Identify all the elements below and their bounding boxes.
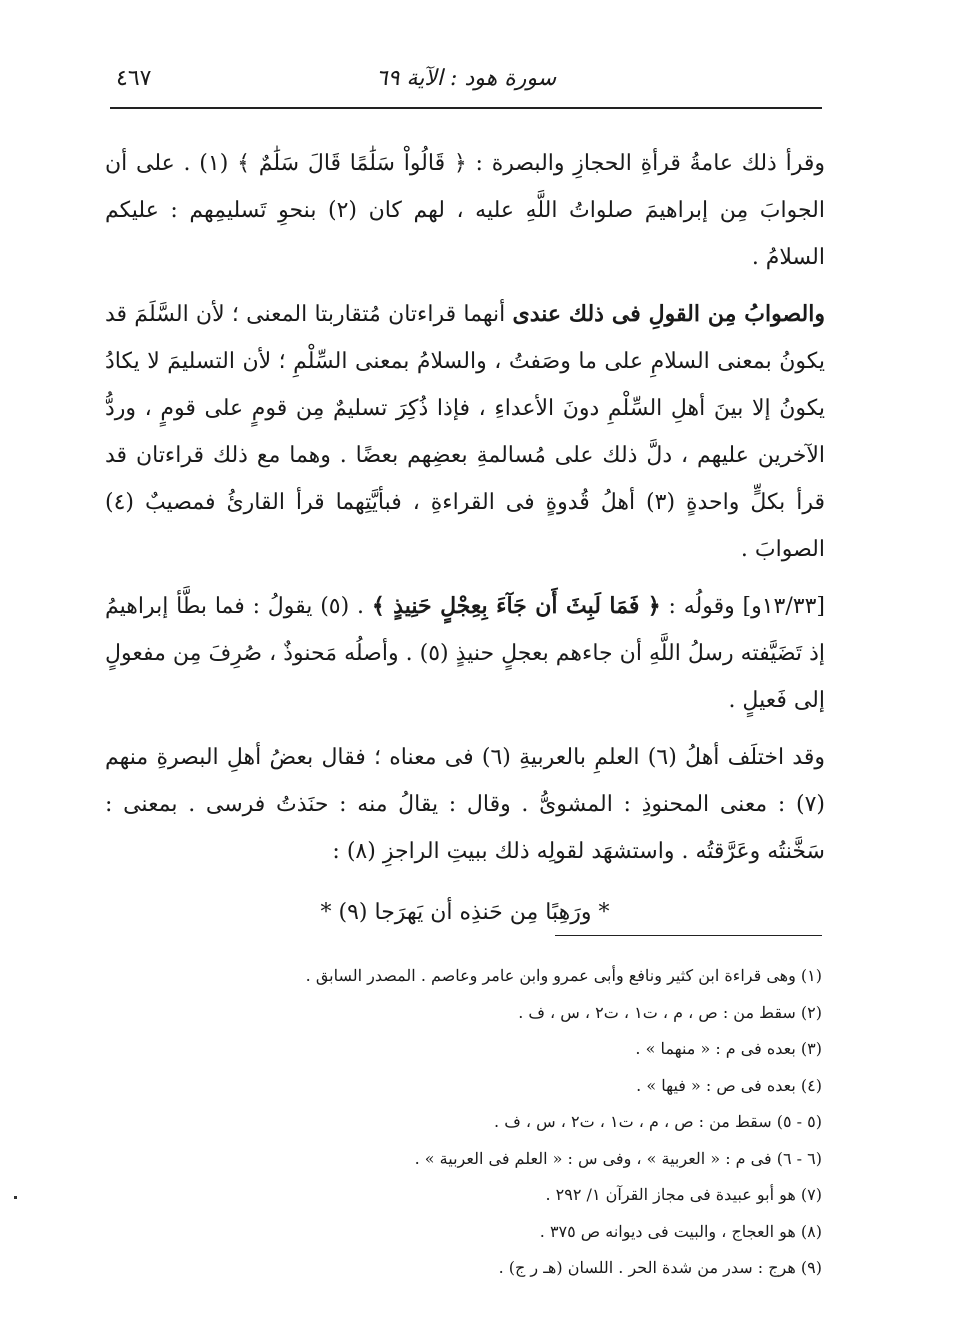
page-number: ٤٦٧ xyxy=(116,66,152,91)
footnote: (٢) سقط من : ص ، م ، ت١ ، ت٢ ، س ، ف . xyxy=(518,1002,822,1022)
footnote: (٥ - ٥) سقط من : ص ، م ، ت١ ، ت٢ ، س ، ف . xyxy=(494,1112,822,1131)
footnote: (٦ - ٦) فى م : « العربية » ، وفى س : « العلم فى العربية » . xyxy=(414,1148,822,1168)
paragraph-1: وقرأ ذلك عامةُ قرأةِ الحجازِ والبصرة : ﴿ قَالُواْ سَلَٰمًا قَالَ سَلَٰمٌ ﴾ (١) . على أن الجوابَ مِن إبراهيمَ صلواتُ اللَّهِ عليه ، لهم كان (٢) بنحوِ تَسليمِهم : عليكم السلامُ . xyxy=(105,151,826,270)
paragraph-2-text: أنهما قراءتان مُتقاربتا المعنى ؛ لأن السَّلَمَ قد يكونُ بمعنى السلامِ على ما وصَفتُ ، والسلامُ بمعنى السِّلْمِ ؛ لأن التسليمَ لا يكادُ يكونُ إلا بينَ أهلِ السِّلْمِ دونَ الأعداءِ ، فإذا ذُكِرَ تسليمٌ مِن قومٍ على قومٍ ، وردُّ الآخرين عليهم ، دلَّ ذلك على مُسالمةِ بعضِهم بعضًا . وهما مع ذلك قراءتان قد قرأ بكلٍّ واحدةٍ (٣) أهلُ قُدوةٍ فى القراءةِ ، فبأيَّتِهما قرأ القارئُ فمصيبٌ (٤) الصوابَ . xyxy=(105,302,825,562)
main-text xyxy=(105,140,825,946)
page-header xyxy=(110,58,822,104)
footnote: (٨) هو العجاج ، والبيت فى ديوانه ص ٣٧٥ . xyxy=(539,1221,822,1241)
header-rule xyxy=(110,107,822,109)
paragraph-4: وقد اختلَف أهلُ (٦) العلمِ بالعربيةِ (٦) فى معناه ؛ فقال بعضُ أهلِ البصرةِ منهم (٧) : معنى المحنوذِ : المشوىُّ . وقال : يقالُ منه : حنَذتُ فرسى . بمعنى : سَخَّنتُه وعَرَّقتُه . واستشهَد لقولِه ذلك ببيتِ الراجزِ (٨) : xyxy=(105,745,825,864)
footnotes xyxy=(200,958,822,1287)
footnote-rule xyxy=(555,935,822,936)
poem-line: * ورَهِبًا مِن حَنذِه أن يَهرَجا (٩) * xyxy=(320,900,610,925)
footnote: (١) وهى قراءة ابن كثير ونافع وأبى عمرو وابن عامر وعاصم . المصدر السابق . xyxy=(305,966,822,985)
scan-speck xyxy=(14,1196,17,1199)
footnote: (٣) بعده فى م : « منهما » . xyxy=(635,1039,822,1058)
footnote: (٤) بعده فى ص : « فيها » . xyxy=(636,1075,822,1095)
paragraph-2 xyxy=(105,291,825,573)
running-title: سورة هود : الآية ٦٩ xyxy=(375,66,557,91)
paragraph-3 xyxy=(105,583,825,724)
quran-verse: ﴿ فَمَا لَبِثَ أَن جَآءَ بِعِجْلٍ حَنِيذٍ ﴾ xyxy=(371,593,661,619)
paragraph-2-lead: والصوابُ مِن القولِ فى ذلك عندى xyxy=(512,301,825,327)
footnote: (٩) هرج : سدر من شدة الحر . اللسان (هـ ر ج) . xyxy=(498,1258,822,1277)
paragraph-3-text: . (٥) يقولُ : فما بطَّأ إبراهيمُ إذ تَضَيَّفته رسلُ اللَّهِ أن جاءهم بعجلٍ حنيذٍ (٥) . وأصلُه مَحنوذٌ ، صُرِفَ مِن مفعولٍ إلى فَعيلٍ . xyxy=(105,594,825,713)
footnote: (٧) هو أبو عبيدة فى مجاز القرآن ١/ ٢٩٢ . xyxy=(545,1185,822,1204)
paragraph-3-prefix: [١٣/٣٣و] وقولُه : xyxy=(660,594,826,619)
